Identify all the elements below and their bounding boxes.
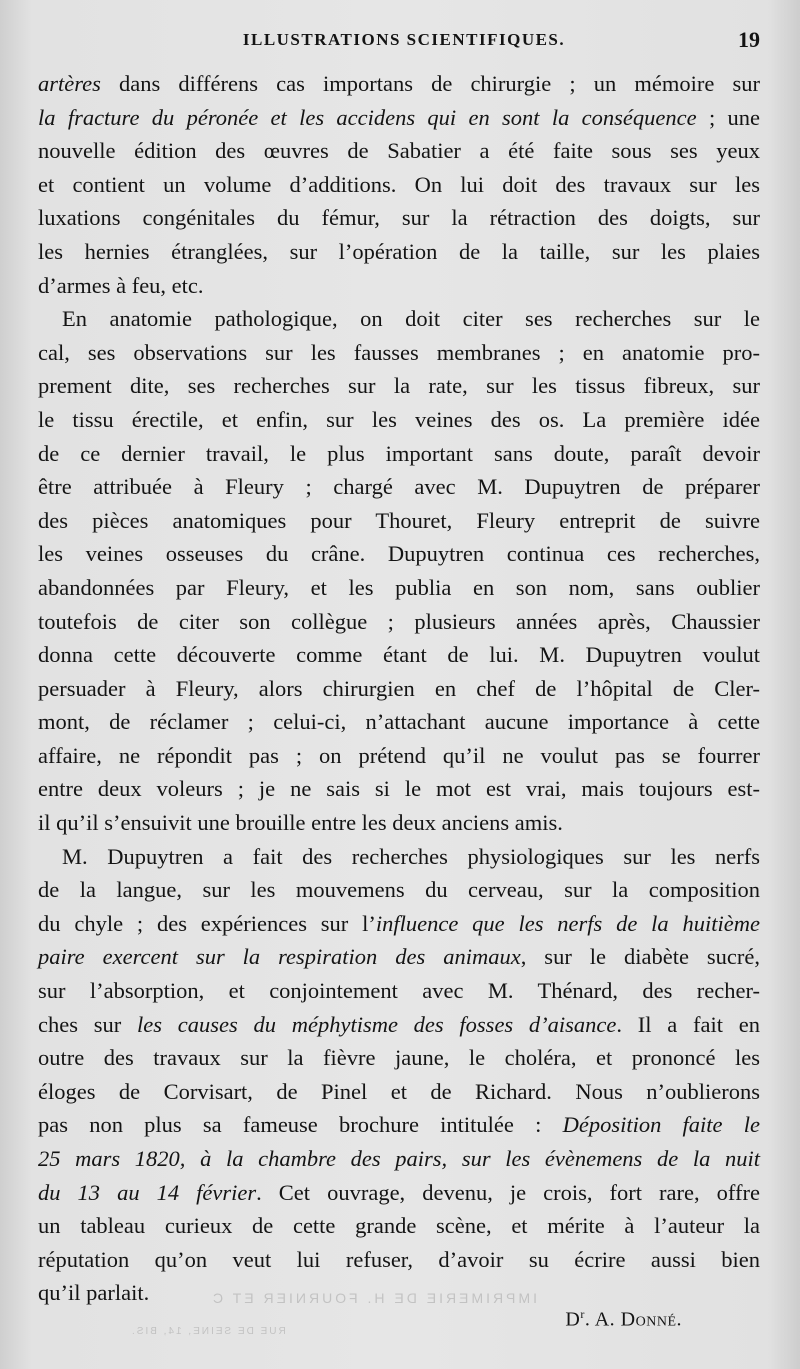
text-line: sur l’absorption, et conjointement avec M. Thénard, des recher- [38, 978, 760, 1004]
text-line: luxations congénitales du fémur, sur la rétraction des doigts, sur [38, 205, 760, 231]
text-line: outre des travaux sur la fièvre jaune, le choléra, et prononcé les [38, 1045, 760, 1071]
running-title: ILLUSTRATIONS SCIENTIFIQUES. [242, 30, 566, 49]
text-line: il qu’il s’ensuivit une brouille entre les deux anciens amis. [38, 810, 563, 836]
text-line: du chyle ; des expériences sur l’influence que les nerfs de la huitième [38, 910, 760, 936]
italic-text: artères [38, 71, 101, 96]
text-line: la fracture du péronée et les accidens qui en sont la conséquence ; une [38, 104, 760, 130]
italic-text: les causes du méphytisme des fosses d’aisance [136, 1011, 617, 1037]
text-line: artères dans différens cas importans de chirurgie ; un mémoire sur [38, 71, 760, 96]
text-line: persuader à Fleury, alors chirurgien en chef de l’hôpital de Cler- [38, 675, 760, 701]
italic-text: influence que les nerfs de la huitième [375, 910, 760, 936]
text-line: toutefois de citer son collègue ; plusieurs années après, Chaussier [38, 608, 760, 634]
italic-text: 25 mars 1820, à la chambre des pairs, sur les évènemens de la nuit [38, 1146, 760, 1171]
text-line: cal, ses observations sur les fausses membranes ; en anatomie pro- [38, 339, 760, 365]
text-line: mont, de réclamer ; celui-ci, n’attachant aucune importance à cette [38, 709, 760, 735]
text-line: d’armes à feu, etc. [38, 272, 204, 298]
text-line: un tableau curieux de cette grande scène, et mérite à l’auteur la [38, 1213, 760, 1239]
text-line: être attribuée à Fleury ; chargé avec M. Dupuytren de préparer [38, 474, 760, 500]
running-head [38, 27, 770, 60]
text-line: pas non plus sa fameuse brochure intitulée : Déposition faite le [38, 1112, 760, 1138]
italic-text: du 13 au 14 février [38, 1179, 257, 1205]
text-line: donna cette découverte comme étant de lui. M. Dupuytren voulut [38, 642, 760, 668]
text-line: de ce dernier travail, le plus important sans doute, paraît devoir [38, 440, 760, 466]
text-line [38, 1142, 760, 1176]
text-line: le tissu érectile, et enfin, sur les veines des os. La première idée [38, 406, 760, 432]
italic-text: paire exercent sur la respiration des animaux [38, 944, 521, 970]
italic-text: la fracture du péronée et les accidens qui en sont la conséquence [38, 104, 697, 130]
text-line: affaire, ne répondit pas ; on prétend qu’il ne voulut pas se fourrer [38, 742, 760, 768]
signature-sup: r [580, 1307, 585, 1321]
text-line: éloges de Corvisart, de Pinel et de Richard. Nous n’oublierons [38, 1078, 760, 1104]
text-line: ches sur les causes du méphytisme des fosses d’aisance. Il a fait en [38, 1011, 761, 1037]
text-line: prement dite, ses recherches sur la rate, sur les tissus fibreux, sur [38, 373, 760, 399]
body-text [38, 67, 760, 1310]
text-line: En anatomie pathologique, on doit citer ses recherches sur le [62, 306, 760, 332]
text-line: et contient un volume d’additions. On lui doit des travaux sur les [38, 171, 760, 197]
text-line: abandonnées par Fleury, et les publia en son nom, sans oublier [38, 574, 760, 600]
text-line: les veines osseuses du crâne. Dupuytren continua ces recherches, [38, 541, 760, 567]
bleed-through-text: IMPRIMERIE DE H. FOURNIER ET C [210, 1290, 537, 1306]
text-line: paire exercent sur la respiration des animaux, sur le diabète sucré, [38, 944, 760, 970]
text-line: du 13 au 14 février. Cet ouvrage, devenu, je crois, fort rare, offre [38, 1179, 760, 1205]
text-line: les hernies étranglées, sur l’opération de la taille, sur les plaies [38, 238, 760, 264]
italic-text: Déposition faite le [562, 1112, 760, 1138]
signature-name: . A. Donné. [584, 1308, 682, 1331]
page-number: 19 [738, 27, 760, 52]
text-line: des pièces anatomiques pour Thouret, Fleury entreprit de suivre [38, 507, 760, 533]
text-line: qu’il parlait. [38, 1280, 150, 1306]
author-signature [565, 1307, 682, 1332]
text-line: entre deux voleurs ; je ne sais si le mot est vrai, mais toujours est- [38, 776, 760, 802]
bleed-through-text-2: RUE DE SEINE, 14, BIS. [130, 1326, 286, 1337]
text-line: réputation qu’on veut lui refuser, d’avoir su écrire aussi bien [38, 1246, 760, 1272]
text-line: de la langue, sur les mouvemens du cerveau, sur la composition [38, 877, 760, 903]
text-line: nouvelle édition des œuvres de Sabatier a été faite sous ses yeux [38, 138, 760, 164]
text-line: M. Dupuytren a fait des recherches physiologiques sur les nerfs [62, 843, 760, 869]
signature-prefix: D [565, 1308, 581, 1331]
